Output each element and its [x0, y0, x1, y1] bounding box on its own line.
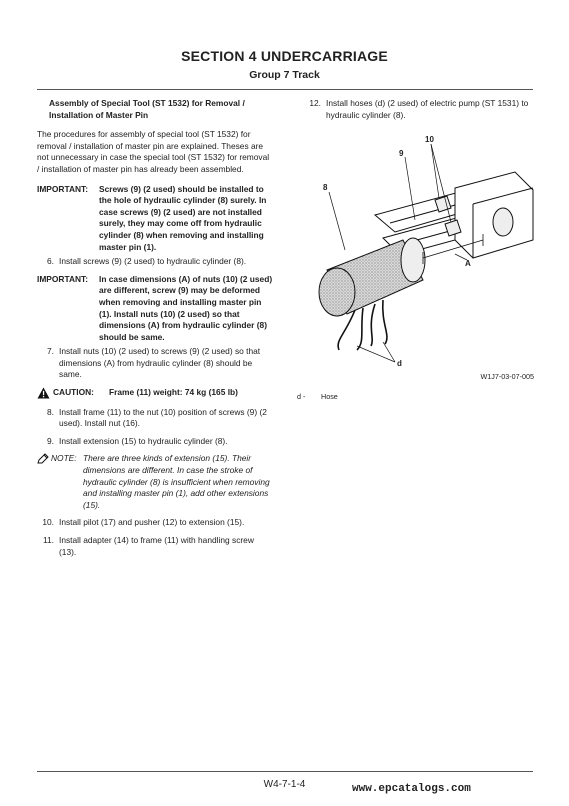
legend-value: Hose — [321, 392, 338, 401]
important-text: In case dimensions (A) of nuts (10) (2 used) are different, screw (9) may be deformed when removing and installing master pin (1). Install nuts (10) (2 used) so that dimensions (A) from hydraulic cylinder (8) should be same. — [99, 273, 273, 342]
label-9: 9 — [399, 149, 404, 158]
label-10: 10 — [425, 135, 434, 144]
legend-key: d - — [297, 392, 306, 401]
step-number: 11. — [42, 535, 54, 545]
step-number: 6. — [47, 256, 54, 267]
caution-text: Frame (11) weight: 74 kg (165 lb) — [109, 387, 238, 398]
important-text: Screws (9) (2 used) should be installed to the hole of hydraulic cylinder (8) surely. In case screws (9) (2 used) are not installed surely, they may come off from hydraulic cylinder (8) when removing and installing master pin (1). — [99, 183, 267, 252]
step-7 — [37, 346, 273, 381]
intro-paragraph: The procedures for assembly of special tool (ST 1532) for removal / installation of master pin are explained. Theses are not unnecessary in case the special tool (ST 1532) for removal / installation of master pin has already been assembled. — [37, 129, 270, 174]
caution-label: CAUTION: — [53, 387, 94, 398]
figure-legend — [297, 392, 338, 401]
step-text: Install frame (11) to the nut (10) position of screws (9) (2 used). Install nut (16). — [59, 406, 267, 429]
left-column — [37, 98, 273, 564]
right-column — [304, 98, 534, 127]
pencil-note-icon — [37, 453, 51, 511]
page-number: W4-7-1-4 — [263, 779, 306, 790]
hydraulic-cylinder-figure — [305, 130, 535, 380]
step-9 — [37, 436, 273, 448]
important-notice-1 — [37, 184, 273, 254]
step-text: Install adapter (14) to frame (11) with handling screw (13). — [59, 535, 254, 557]
step-number: 8. — [47, 406, 54, 417]
step-text: Install hoses (d) (2 used) of electric pump (ST 1531) to hydraulic cylinder (8). — [326, 98, 529, 120]
step-text: Install pilot (17) and pusher (12) to extension (15). — [59, 517, 245, 528]
group-title: Group 7 Track — [249, 69, 320, 81]
label-d: d — [397, 359, 402, 368]
step-11 — [37, 535, 273, 558]
step-number: 7. — [47, 346, 54, 357]
warning-triangle-icon — [37, 387, 51, 403]
step-6 — [37, 256, 273, 268]
step-12 — [304, 98, 534, 121]
note-text: There are three kinds of extension (15). Their dimensions are different. In case the stroke of hydraulic cylinder (8) is insufficient when removing and installing master pin (1), add other extensions (15). — [83, 453, 270, 510]
figure-code: W1J7-03-07-005 — [480, 372, 534, 381]
step-number: 12. — [309, 98, 321, 108]
cylinder-body — [319, 238, 425, 316]
step-text: Install nuts (10) (2 used) to screws (9) (2 used) so that dimensions (A) from hydraulic cylinder (8) should be same. — [59, 346, 261, 380]
header-rule — [37, 89, 533, 90]
important-notice-2 — [37, 274, 273, 344]
step-8 — [37, 407, 273, 430]
important-label: IMPORTANT: — [37, 273, 89, 284]
label-8: 8 — [323, 183, 328, 192]
footer-rule — [37, 771, 533, 772]
step-text: Install screws (9) (2 used) to hydraulic cylinder (8). — [59, 256, 247, 267]
label-a: A — [465, 259, 471, 268]
important-label: IMPORTANT: — [37, 183, 89, 194]
step-number: 9. — [47, 435, 54, 446]
caution-notice — [37, 387, 273, 403]
procedure-heading: Assembly of Special Tool (ST 1532) for Removal / Installation of Master Pin — [49, 98, 245, 120]
website-link[interactable]: www.epcatalogs.com — [352, 783, 471, 795]
note-label: NOTE: — [51, 453, 77, 464]
step-text: Install extension (15) to hydraulic cylinder (8). — [59, 435, 228, 446]
section-title: SECTION 4 UNDERCARRIAGE — [181, 48, 388, 64]
note-block — [37, 453, 273, 511]
step-number: 10. — [42, 517, 54, 528]
step-10 — [37, 517, 273, 529]
